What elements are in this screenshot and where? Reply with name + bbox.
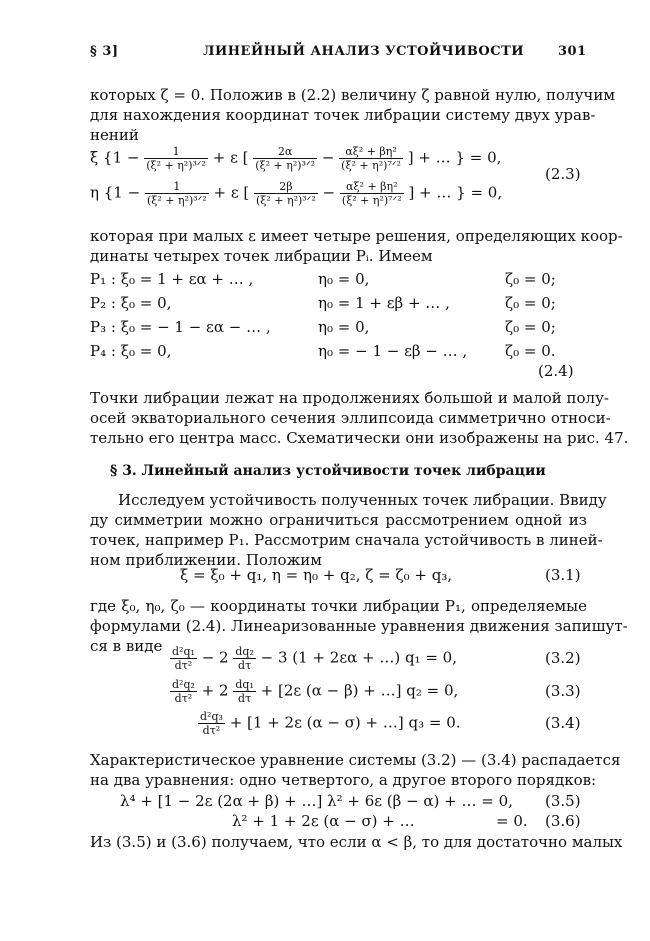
eta-value: η₀ = 1 + εβ + … , (318, 294, 450, 312)
running-title: ЛИНЕЙНЫЙ АНАЛИЗ УСТОЙЧИВОСТИ (203, 44, 525, 59)
para2-line: динаты четырех точек либрации Pᵢ. Имеем (90, 247, 433, 265)
fraction: $\frac{1}{\text{(ξ² + η²)³ᐟ²}}$ (146, 145, 206, 172)
equation-3-5: λ⁴ + [1 − 2ε (2α + β) + …] λ² + 6ε (β − α) + … = 0, (120, 792, 513, 810)
fraction: $\frac{2\beta}{\text{(ξ² + η²)³ᐟ²}}$ (256, 180, 316, 207)
fraction: $\frac{1}{\text{(ξ² + η²)³ᐟ²}}$ (146, 180, 207, 207)
equation-3-6-rhs: = 0. (496, 812, 528, 830)
libration-point-p4: P₄ : ξ₀ = 0, (90, 342, 172, 360)
fraction: $\frac{\text{αξ² + βη²}}{\text{(ξ² + η²)⁷ᐟ²}}$ (341, 145, 401, 172)
para7-line: Из (3.5) и (3.6) получаем, что если α < β, то для достаточно малых (90, 833, 623, 851)
para4-line: ном приближении. Положим (90, 551, 322, 569)
para3-line: осей экваториального сечения эллипсоида симметрично относи- (90, 409, 611, 427)
equation-number: (3.6) (545, 812, 581, 830)
equation-3-2: $\frac{\text{d²q₁}}{\text{dτ²}}$ − 2 $\frac{\text{dq₂}}{d\tau}$ − 3 (1 + 2εα + …) q₁ = 0, (172, 645, 457, 672)
fraction: $\frac{\text{dq₁}}{d\tau}$ (235, 678, 254, 705)
para1-line: которых ζ = 0. Положив в (2.2) величину ζ равной нулю, получим (90, 86, 615, 104)
equation-number: (3.2) (545, 649, 581, 667)
equation-3-6: λ² + 1 + 2ε (α − σ) + … (232, 812, 415, 830)
fraction: $\frac{\text{d²q₂}}{\text{dτ²}}$ (172, 678, 195, 705)
para1-line: нений (90, 126, 139, 144)
header-section: § 3] (90, 44, 119, 59)
para5-line: формулами (2.4). Линеаризованные уравнения движения запишут- (90, 617, 628, 635)
equation-3-3: $\frac{\text{d²q₂}}{\text{dτ²}}$ + 2 $\frac{\text{dq₁}}{d\tau}$ + [2ε (α − β) + …] q₂ = 0, (172, 678, 459, 705)
fraction: $\frac{2\alpha}{\text{(ξ² + η²)³ᐟ²}}$ (255, 145, 316, 172)
section-heading: § 3. Линейный анализ устойчивости точек либрации (110, 463, 546, 479)
libration-point-p1: P₁ : ξ₀ = 1 + εα + … , (90, 270, 254, 288)
fraction: $\frac{\text{αξ² + βη²}}{\text{(ξ² + η²)⁷ᐟ²}}$ (341, 180, 402, 207)
para4-line: ду симметрии можно ограничиться рассмотрением одной из (90, 511, 587, 529)
equation-number: (2.4) (538, 362, 574, 380)
equation-2-3-line1: ξ {1 − $\frac{1}{\text{(ξ² + η²)³ᐟ²}}$ + ε [ $\frac{2\alpha}{\text{(ξ² + η²)³ᐟ²}}$ − $\frac{\text{αξ² + βη²}}{\text{(ξ² + η²)⁷ᐟ²}}$ ] + … } = 0, (90, 145, 502, 172)
fraction: $\frac{\text{d²q₃}}{\text{dτ²}}$ (200, 710, 223, 737)
para3-line: Точки либрации лежат на продолжениях большой и малой полу- (90, 389, 609, 407)
equation-number: (2.3) (545, 165, 581, 183)
fraction: $\frac{\text{dq₂}}{d\tau}$ (235, 645, 254, 672)
page-number: 301 (558, 44, 587, 59)
para4-line: Исследуем устойчивость полученных точек либрации. Ввиду (118, 491, 607, 509)
para6-line: на два уравнения: одно четвертого, а другое второго порядков: (90, 771, 597, 789)
eq23-lead: η {1 − (90, 183, 141, 202)
zeta-value: ζ₀ = 0; (505, 294, 556, 312)
para6-line: Характеристическое уравнение системы (3.2) — (3.4) распадается (90, 751, 621, 769)
zeta-value: ζ₀ = 0. (505, 342, 556, 360)
eta-value: η₀ = 0, (318, 270, 370, 288)
para3-line: тельно его центра масс. Схематически они изображены на рис. 47. (90, 429, 629, 447)
equation-number: (3.1) (545, 566, 581, 584)
equation-3-1: ξ = ξ₀ + q₁, η = η₀ + q₂, ζ = ζ₀ + q₃, (180, 566, 453, 584)
libration-point-p3: P₃ : ξ₀ = − 1 − εα − … , (90, 318, 271, 336)
equation-2-3-line2: η {1 − $\frac{1}{\text{(ξ² + η²)³ᐟ²}}$ + ε [ $\frac{2\beta}{\text{(ξ² + η²)³ᐟ²}}$ − $\frac{\text{αξ² + βη²}}{\text{(ξ² + η²)⁷ᐟ²}}$ ] + … } = 0, (90, 180, 503, 207)
equation-number: (3.5) (545, 792, 581, 810)
libration-point-p2: P₂ : ξ₀ = 0, (90, 294, 172, 312)
para4-line: точек, например P₁. Рассмотрим сначала устойчивость в линей- (90, 531, 603, 549)
equation-3-4: $\frac{\text{d²q₃}}{\text{dτ²}}$ + [1 + 2ε (α − σ) + …] q₃ = 0. (200, 710, 461, 737)
zeta-value: ζ₀ = 0; (505, 270, 556, 288)
para2-line: которая при малых ε имеет четыре решения, определяющих коор- (90, 227, 623, 245)
para1-line: для нахождения координат точек либрации систему двух урав- (90, 106, 596, 124)
equation-number: (3.3) (545, 682, 581, 700)
eta-value: η₀ = 0, (318, 318, 370, 336)
para5-line: ся в виде (90, 637, 163, 655)
eq23-lead: ξ {1 − (90, 148, 140, 167)
fraction: $\frac{\text{d²q₁}}{\text{dτ²}}$ (172, 645, 195, 672)
eta-value: η₀ = − 1 − εβ − … , (318, 342, 468, 360)
zeta-value: ζ₀ = 0; (505, 318, 556, 336)
equation-number: (3.4) (545, 714, 581, 732)
para5-line: где ξ₀, η₀, ζ₀ — координаты точки либрации P₁, определяемые (90, 597, 587, 615)
